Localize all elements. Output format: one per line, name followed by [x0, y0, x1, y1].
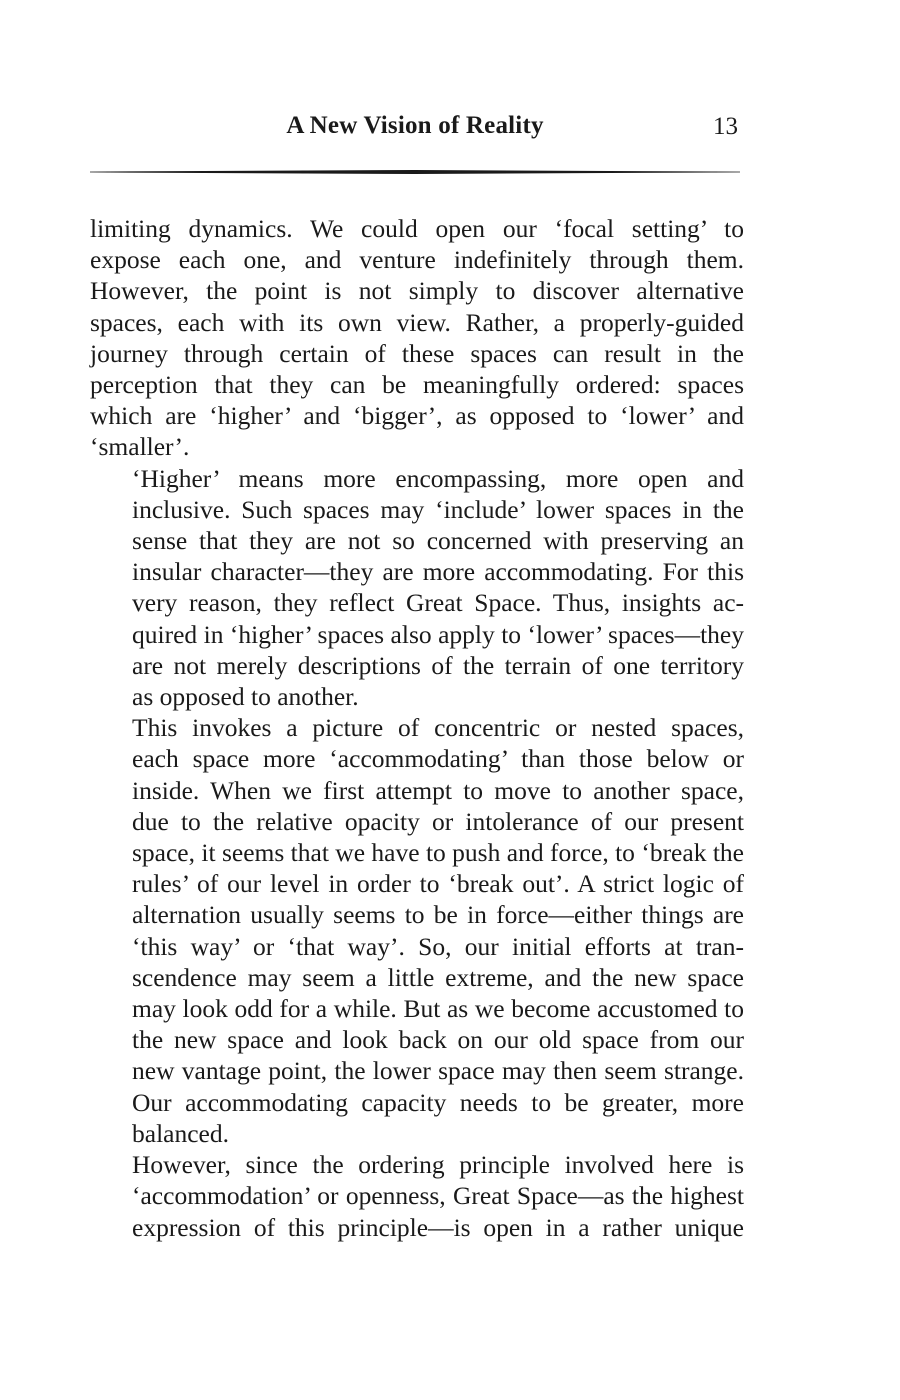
paragraph: [90, 463, 744, 713]
text-line: each space more ‘accommodating’ than those below or: [132, 744, 744, 774]
text-line: inclusive. Such spaces may ‘include’ lower spaces in the: [132, 494, 744, 524]
paragraph: [90, 1149, 744, 1243]
text-line: expose each one, and venture indefinitely through them.: [90, 245, 744, 275]
text-line: quired in ‘higher’ spaces also apply to ‘lower’ spaces—they: [132, 619, 744, 649]
text-line: ‘accommodation’ or openness, Great Space—as the highest: [132, 1181, 744, 1211]
text-line: alternation usually seems to be in force—either things are: [132, 900, 744, 930]
text-line: ‘Higher’ means more encompassing, more open and: [132, 463, 744, 493]
body-text: [90, 213, 744, 1243]
text-line: ‘smaller’.: [90, 432, 190, 462]
text-line: expression of this principle—is open in a rather unique: [132, 1212, 744, 1242]
text-line: insular character—they are more accommodating. For this: [132, 557, 744, 587]
text-line: perception that they can be meaningfully ordered: spaces: [90, 370, 744, 400]
running-header: [90, 112, 740, 152]
text-line: space, it seems that we have to push and force, to ‘break the: [132, 838, 744, 868]
text-line: spaces, each with its own view. Rather, a properly-guided: [90, 307, 744, 337]
text-line: balanced.: [132, 1118, 229, 1148]
text-line: sense that they are not so concerned with preserving an: [132, 526, 744, 556]
text-line: are not merely descriptions of the terrain of one territory: [132, 650, 744, 680]
text-line: ‘this way’ or ‘that way’. So, our initial efforts at tran-: [132, 931, 744, 961]
text-line: rules’ of our level in order to ‘break out’. A strict logic of: [132, 869, 744, 899]
paragraph: [90, 712, 744, 1149]
paragraph: [90, 213, 744, 463]
text-line: very reason, they reflect Great Space. Thus, insights ac-: [132, 588, 744, 618]
text-line: journey through certain of these spaces can result in the: [90, 338, 744, 368]
text-line: new vantage point, the lower space may then seem strange.: [132, 1056, 744, 1086]
text-line: as opposed to another.: [132, 682, 359, 712]
text-line: However, since the ordering principle involved here is: [132, 1150, 744, 1180]
chapter-title: A New Vision of Reality: [286, 112, 544, 139]
text-line: inside. When we first attempt to move to another space,: [132, 775, 744, 805]
text-line: However, the point is not simply to discover alternative: [90, 276, 744, 306]
text-line: which are ‘higher’ and ‘bigger’, as opposed to ‘lower’ and: [90, 401, 744, 431]
text-line: Our accommodating capacity needs to be greater, more: [132, 1087, 744, 1117]
text-line: limiting dynamics. We could open our ‘focal setting’ to: [90, 214, 744, 243]
header-rule: [90, 170, 740, 174]
text-line: the new space and look back on our old space from our: [132, 1025, 744, 1055]
text-line: scendence may seem a little extreme, and the new space: [132, 962, 744, 992]
text-line: may look odd for a while. But as we become accustomed to: [132, 994, 744, 1024]
page-number: 13: [713, 113, 738, 140]
text-line: due to the relative opacity or intolerance of our present: [132, 806, 744, 836]
text-line: This invokes a picture of concentric or nested spaces,: [132, 713, 744, 743]
